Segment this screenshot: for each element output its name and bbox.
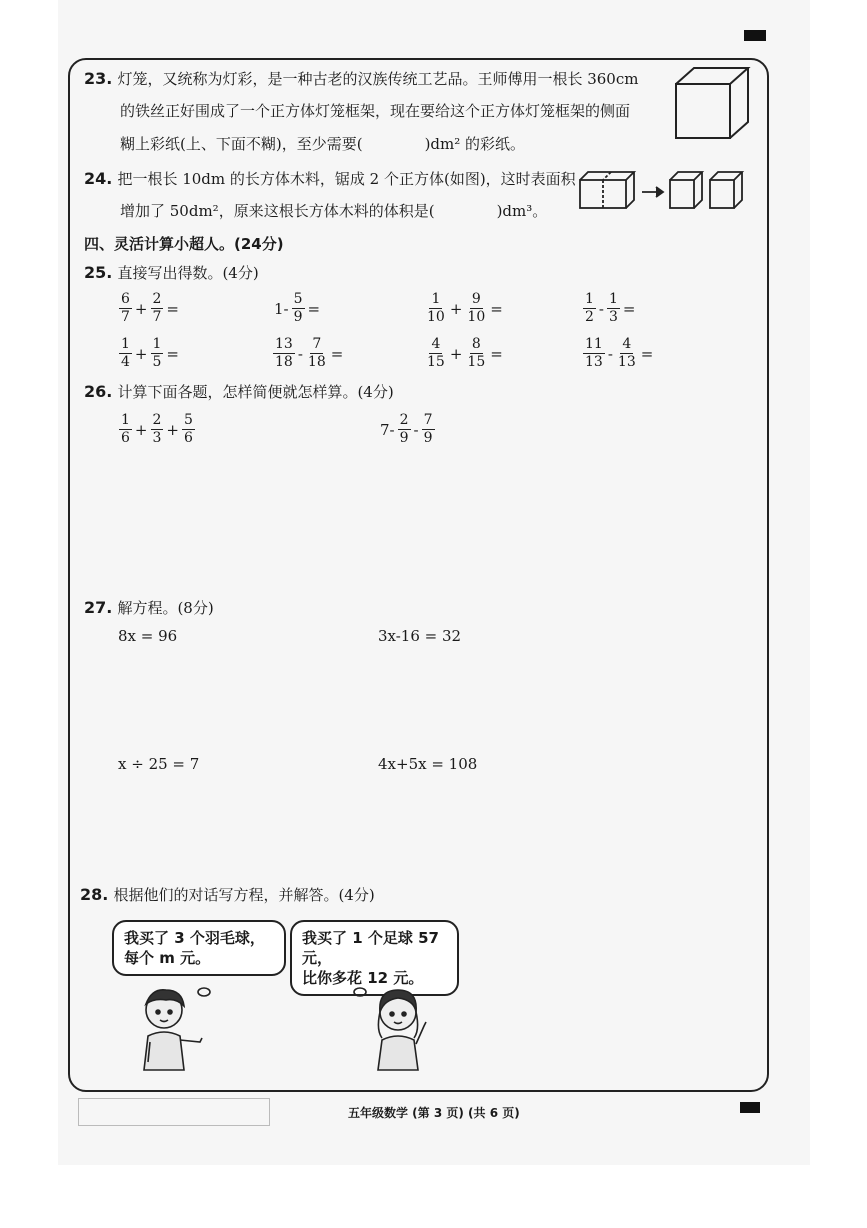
question-number: 26. xyxy=(84,382,113,401)
question-number: 28. xyxy=(80,885,109,904)
operator: - xyxy=(598,299,604,318)
oral-calc-item xyxy=(118,336,181,371)
numerator: 1 xyxy=(121,336,130,352)
denominator: 10 xyxy=(467,309,486,325)
fraction xyxy=(616,336,638,371)
bubble-line: 我买了 3 个羽毛球， xyxy=(124,929,265,947)
denominator: 3 xyxy=(152,430,162,446)
denominator: 15 xyxy=(427,354,445,370)
numerator: 1 xyxy=(431,291,441,307)
question-24-line2 xyxy=(120,200,547,221)
denominator: 7 xyxy=(121,309,130,325)
question-number: 27. xyxy=(84,598,113,617)
numerator: 7 xyxy=(312,336,322,352)
question-23-line3 xyxy=(120,133,525,154)
bubble-line: 每个 m 元。 xyxy=(124,949,211,967)
denominator: 7 xyxy=(152,309,162,325)
operator: - xyxy=(607,344,613,363)
denominator: 18 xyxy=(275,354,293,370)
operator: 1- xyxy=(274,299,289,318)
fraction xyxy=(425,291,447,326)
question-24 xyxy=(84,168,576,189)
numerator: 1 xyxy=(585,291,594,307)
denominator: 9 xyxy=(399,430,409,446)
operator: - xyxy=(413,420,419,439)
oral-calc-item xyxy=(582,291,638,326)
line2-start: 增加了 50dm²，原来这根长方体木料的体积是( xyxy=(120,202,435,220)
fraction xyxy=(273,336,295,371)
question-number: 23. xyxy=(84,69,113,88)
denominator: 6 xyxy=(121,430,130,446)
fraction xyxy=(465,291,487,326)
question-23 xyxy=(84,68,638,89)
denominator: 18 xyxy=(307,354,326,370)
fraction xyxy=(151,412,164,447)
fraction xyxy=(607,291,620,326)
question-text: 计算下面各题，怎样简便就怎样算。(4分) xyxy=(117,383,394,401)
cube-lantern-figure xyxy=(672,64,752,144)
operator: + xyxy=(166,420,179,439)
bubble-line: 我买了 1 个足球 57 元， xyxy=(302,929,439,967)
numerator: 5 xyxy=(293,291,303,307)
operator: - xyxy=(297,344,303,363)
fraction xyxy=(292,291,305,326)
equation-1: 8x = 96 xyxy=(118,627,178,645)
numerator: 4 xyxy=(622,336,632,352)
numerator: 1 xyxy=(152,336,162,352)
question-number: 25. xyxy=(84,263,113,282)
numerator: 7 xyxy=(423,412,433,428)
cuboid-cut-figure xyxy=(578,168,746,212)
fraction xyxy=(306,336,328,371)
bubble-line: 比你多花 12 元。 xyxy=(302,969,424,987)
registration-mark-bottom xyxy=(740,1102,760,1113)
faded-stamp xyxy=(78,1098,270,1126)
fraction xyxy=(398,412,411,447)
question-text: 直接写出得数。(4分) xyxy=(117,264,259,282)
denominator: 9 xyxy=(423,430,433,446)
denominator: 5 xyxy=(152,354,162,370)
page-footer: 五年级数学 (第 3 页) (共 6 页) xyxy=(348,1106,520,1120)
fraction xyxy=(151,291,164,326)
numerator: 2 xyxy=(399,412,409,428)
numerator: 1 xyxy=(121,412,130,428)
question-number: 24. xyxy=(84,169,113,188)
denominator: 13 xyxy=(617,354,636,370)
simplify-calc-item xyxy=(118,412,196,447)
operator: + xyxy=(449,299,463,318)
registration-mark-top xyxy=(744,30,766,41)
numerator: 4 xyxy=(431,336,441,352)
operator: + xyxy=(449,344,463,363)
fraction xyxy=(151,336,164,371)
question-text: 解方程。(8分) xyxy=(117,599,214,617)
question-text-line1: 灯笼，又统称为灯彩，是一种古老的汉族传统工艺品。王师傅用一根长 360cm xyxy=(117,70,639,88)
numerator: 9 xyxy=(471,291,481,307)
fraction xyxy=(119,291,132,326)
numerator: 11 xyxy=(585,336,603,352)
equation-4: 4x+5x = 108 xyxy=(378,755,478,773)
section-4-title: 四、灵活计算小超人。(24分) xyxy=(84,235,284,253)
denominator: 13 xyxy=(585,354,603,370)
denominator: 10 xyxy=(427,309,445,325)
simplify-calc-item xyxy=(378,412,436,447)
boy-illustration-icon xyxy=(132,982,222,1072)
line3-start: 糊上彩纸(上、下面不糊)，至少需要( xyxy=(120,135,363,153)
equation-3: x ÷ 25 = 7 xyxy=(118,755,200,773)
operator: + xyxy=(134,344,148,363)
oral-calc-item xyxy=(424,291,505,326)
denominator: 4 xyxy=(121,354,130,370)
oral-calc-item xyxy=(582,336,655,371)
numerator: 6 xyxy=(121,291,130,307)
question-25 xyxy=(84,262,259,283)
denominator: 9 xyxy=(293,309,303,325)
fraction xyxy=(119,336,132,371)
equation-2: 3x-16 = 32 xyxy=(378,627,462,645)
operator: = xyxy=(307,299,321,318)
girl-illustration-icon xyxy=(346,982,436,1072)
fraction xyxy=(422,412,435,447)
operator: = xyxy=(640,344,654,363)
fraction xyxy=(583,336,605,371)
numerator: 5 xyxy=(184,412,193,428)
question-28 xyxy=(80,884,375,905)
denominator: 3 xyxy=(609,309,618,325)
fraction xyxy=(182,412,195,447)
operator: = xyxy=(330,344,344,363)
oral-calc-item xyxy=(118,291,181,326)
oral-calc-item xyxy=(272,291,322,326)
fraction xyxy=(583,291,596,326)
numerator: 2 xyxy=(152,412,162,428)
oral-calc-item xyxy=(424,336,505,371)
numerator: 8 xyxy=(471,336,481,352)
question-text-line1: 把一根长 10dm 的长方体木料，锯成 2 个正方体(如图)，这时表面积 xyxy=(117,170,576,188)
line2-end: )dm³。 xyxy=(496,202,548,220)
operator: 7- xyxy=(380,420,395,439)
question-23-line2: 的铁丝正好围成了一个正方体灯笼框架，现在要给这个正方体灯笼框架的侧面 xyxy=(120,102,631,120)
numerator: 13 xyxy=(275,336,293,352)
operator: = xyxy=(622,299,636,318)
operator: = xyxy=(490,299,503,318)
fraction xyxy=(425,336,447,371)
speech-bubble-boy xyxy=(112,920,286,976)
operator: + xyxy=(134,299,148,318)
operator: = xyxy=(490,344,503,363)
question-26 xyxy=(84,381,394,402)
fraction xyxy=(119,412,132,447)
operator: = xyxy=(166,299,179,318)
numerator: 1 xyxy=(609,291,618,307)
oral-calc-item xyxy=(272,336,345,371)
line3-end: )dm² 的彩纸。 xyxy=(424,135,526,153)
fraction xyxy=(465,336,487,371)
operator: = xyxy=(166,344,179,363)
denominator: 2 xyxy=(585,309,594,325)
operator: + xyxy=(134,420,148,439)
denominator: 15 xyxy=(467,354,486,370)
question-text: 根据他们的对话写方程，并解答。(4分) xyxy=(113,886,375,904)
question-27 xyxy=(84,597,214,618)
numerator: 2 xyxy=(152,291,162,307)
denominator: 6 xyxy=(184,430,193,446)
